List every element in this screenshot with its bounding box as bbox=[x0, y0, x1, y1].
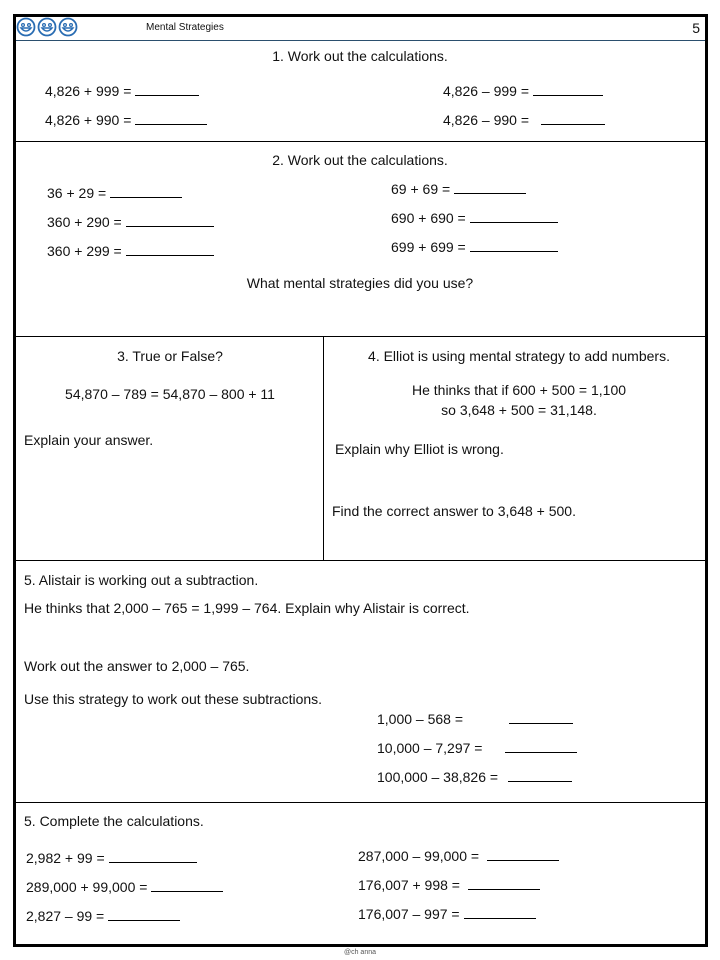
answer-blank[interactable] bbox=[487, 848, 559, 861]
answer-blank[interactable] bbox=[151, 879, 223, 892]
column-divider bbox=[323, 336, 324, 560]
answer-blank[interactable] bbox=[454, 181, 526, 194]
section-divider bbox=[16, 802, 705, 803]
answer-blank[interactable] bbox=[468, 877, 540, 890]
answer-blank[interactable] bbox=[135, 112, 207, 125]
answer-blank[interactable] bbox=[533, 83, 603, 96]
q3-prompt: Explain your answer. bbox=[24, 432, 154, 448]
q5a-item: 100,000 – 38,826 = bbox=[377, 769, 572, 785]
answer-blank[interactable] bbox=[508, 769, 572, 782]
q5a-item: 10,000 – 7,297 = bbox=[377, 740, 577, 756]
answer-blank[interactable] bbox=[505, 740, 577, 753]
q2-item: 699 + 699 = bbox=[391, 239, 558, 255]
q5a-item: 1,000 – 568 = bbox=[377, 711, 573, 727]
smiley-icon bbox=[16, 17, 36, 37]
answer-blank[interactable] bbox=[110, 185, 182, 198]
q2-item: 360 + 290 = bbox=[47, 214, 214, 230]
footer-credit: @ch anna bbox=[343, 949, 377, 956]
answer-blank[interactable] bbox=[470, 239, 558, 252]
q2-item: 36 + 29 = bbox=[47, 185, 182, 201]
answer-blank[interactable] bbox=[135, 83, 199, 96]
page-header bbox=[16, 17, 705, 41]
answer-blank[interactable] bbox=[464, 906, 536, 919]
q2-item: 690 + 690 = bbox=[391, 210, 558, 226]
q4-line1: He thinks that if 600 + 500 = 1,100 bbox=[411, 382, 627, 398]
q5b-item: 289,000 + 99,000 = bbox=[26, 879, 223, 895]
q2-prompt: What mental strategies did you use? bbox=[246, 275, 474, 291]
answer-blank[interactable] bbox=[126, 214, 214, 227]
page-number: 5 bbox=[692, 20, 700, 36]
answer-blank[interactable] bbox=[541, 112, 605, 125]
smiley-icon bbox=[58, 17, 78, 37]
page-title: Mental Strategies bbox=[146, 22, 224, 33]
section-divider bbox=[16, 141, 705, 142]
q5b-title: 5. Complete the calculations. bbox=[24, 813, 204, 829]
q1-item: 4,826 + 999 = bbox=[45, 83, 199, 99]
q5b-item: 176,007 – 997 = bbox=[358, 906, 536, 922]
q4-prompt-find: Find the correct answer to 3,648 + 500. bbox=[332, 503, 576, 519]
q5a-line1: He thinks that 2,000 – 765 = 1,999 – 764. Explain why Alistair is correct. bbox=[24, 600, 470, 616]
smiley-icons bbox=[16, 17, 78, 37]
q1-item: 4,826 – 990 = bbox=[443, 112, 605, 128]
q4-prompt-explain: Explain why Elliot is wrong. bbox=[335, 441, 504, 457]
q5b-item: 2,982 + 99 = bbox=[26, 850, 197, 866]
q3-equation: 54,870 – 789 = 54,870 – 800 + 11 bbox=[65, 386, 275, 402]
q5b-item: 2,827 – 99 = bbox=[26, 908, 180, 924]
answer-blank[interactable] bbox=[108, 908, 180, 921]
q1-title: 1. Work out the calculations. bbox=[272, 48, 448, 64]
q4-line2: so 3,648 + 500 = 31,148. bbox=[441, 402, 597, 418]
q4-title: 4. Elliot is using mental strategy to add numbers. bbox=[368, 348, 670, 364]
q2-item: 69 + 69 = bbox=[391, 181, 526, 197]
answer-blank[interactable] bbox=[126, 243, 214, 256]
q5b-item: 176,007 + 998 = bbox=[358, 877, 540, 893]
q5b-item: 287,000 – 99,000 = bbox=[358, 848, 559, 864]
section-divider bbox=[16, 560, 705, 561]
worksheet-page bbox=[13, 14, 708, 947]
q2-item: 360 + 299 = bbox=[47, 243, 214, 259]
answer-blank[interactable] bbox=[109, 850, 197, 863]
answer-blank[interactable] bbox=[509, 711, 573, 724]
q1-item: 4,826 + 990 = bbox=[45, 112, 207, 128]
q5a-title: 5. Alistair is working out a subtraction. bbox=[24, 572, 259, 588]
q3-title: 3. True or False? bbox=[117, 348, 223, 364]
q5a-line3: Use this strategy to work out these subtractions. bbox=[24, 691, 323, 707]
q5a-line2: Work out the answer to 2,000 – 765. bbox=[24, 658, 250, 674]
q2-title: 2. Work out the calculations. bbox=[272, 152, 448, 168]
answer-blank[interactable] bbox=[470, 210, 558, 223]
q1-item: 4,826 – 999 = bbox=[443, 83, 603, 99]
smiley-icon bbox=[37, 17, 57, 37]
section-divider bbox=[16, 336, 705, 337]
